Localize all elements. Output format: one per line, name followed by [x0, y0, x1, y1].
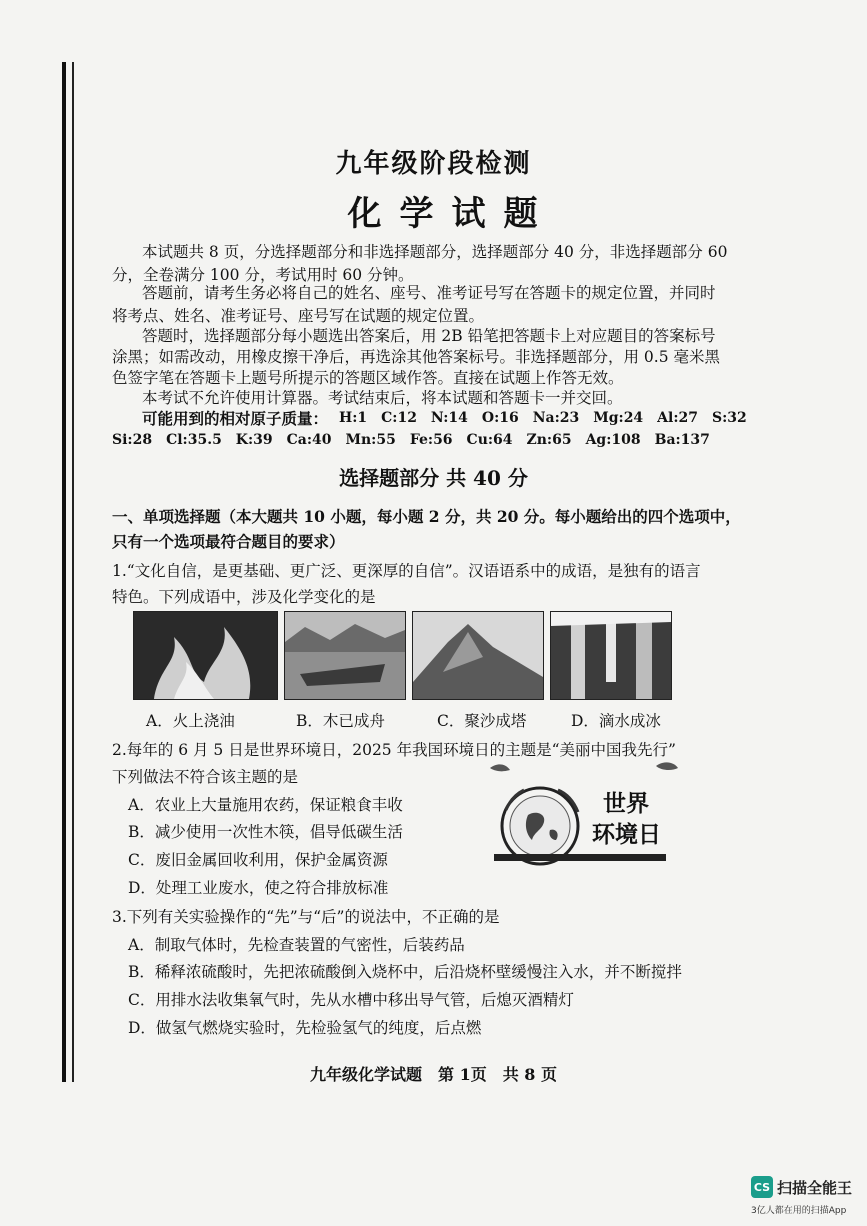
question-stem: 1.“文化自信，是更基础、更广泛、更深厚的自信”。汉语语系中的成语，是独有的语言: [112, 562, 701, 580]
instruction-line: 本考试不允许使用计算器。考试结束后，将本试题和答题卡一并交回。: [142, 389, 623, 407]
option-b: B．木已成舟: [296, 712, 385, 730]
instruction-line: 将考点、姓名、准考证号、座号写在试题的规定位置。: [112, 307, 485, 325]
option-d: D．做氢气燃烧实验时，先检验氢气的纯度，后点燃: [128, 1019, 482, 1037]
atomic-mass-label: 可能用到的相对原子质量：: [142, 409, 329, 428]
option-d: D．处理工业废水，使之符合排放标准: [128, 879, 389, 897]
fire-photo: [133, 611, 278, 700]
page-footer: 九年级化学试题 第 1页 共 8 页: [310, 1065, 557, 1084]
icicle-photo: [550, 611, 672, 700]
scanner-app-name: 扫描全能王: [777, 1179, 853, 1197]
option-a: A．农业上大量施用农药，保证粮食丰收: [128, 796, 403, 814]
question-stem: 特色。下列成语中，涉及化学变化的是: [112, 588, 376, 606]
atomic-mass-line: H:1 C:12 N:14 O:16 Na:23 Mg:24 Al:27 S:32: [339, 410, 747, 426]
instruction-line: 答题时，选择题部分每小题选出答案后，用 2B 铅笔把答题卡上对应题目的答案标号: [142, 327, 716, 345]
option-b: B．减少使用一次性木筷，倡导低碳生活: [128, 823, 403, 841]
instruction-line: 涂黑；如需改动，用橡皮擦干净后，再选涂其他答案标号。非选择题部分，用 0.5 毫米黑: [112, 348, 721, 366]
atomic-mass-line: Si:28 Cl:35.5 K:39 Ca:40 Mn:55 Fe:56 Cu:64 Zn:65 Ag:108 Ba:137: [112, 432, 710, 448]
section-title: 选择题部分 共 40 分: [339, 466, 528, 490]
part-heading: 一、单项选择题（本大题共 10 小题，每小题 2 分，共 20 分。每小题给出的四个选项中，: [112, 507, 741, 526]
option-b: B．稀释浓硫酸时，先把浓硫酸倒入烧杯中，后沿烧杯壁缓慢注入水，并不断搅拌: [128, 963, 682, 981]
instruction-line: 本试题共 8 页，分选择题部分和非选择题部分，选择题部分 40 分，非选择题部分 60: [142, 243, 728, 261]
instruction-line: 色签字笔在答题卡上题号所提示的答题区域作答。直接在试题上作答无效。: [112, 369, 624, 387]
option-c: C．用排水法收集氧气时，先从水槽中移出导气管，后熄灭酒精灯: [128, 991, 574, 1009]
option-a: A．火上浇油: [146, 712, 235, 730]
logo-text: 世界: [603, 791, 649, 817]
option-c: C．废旧金属回收利用，保护金属资源: [128, 851, 388, 869]
question-stem: 下列做法不符合该主题的是: [112, 768, 299, 786]
logo-text: 环境日: [592, 822, 661, 848]
world-environment-day-logo: [488, 760, 688, 880]
scanner-tagline: 3亿人都在用的扫描App: [751, 1206, 847, 1216]
option-d: D．滴水成冰: [571, 712, 661, 730]
scanner-logo-icon: CS: [751, 1176, 773, 1198]
instruction-line: 分，全卷满分 100 分，考试用时 60 分钟。: [112, 266, 414, 284]
question-stem: 3.下列有关实验操作的“先”与“后”的说法中，不正确的是: [112, 908, 500, 926]
part-heading: 只有一个选项最符合题目的要求）: [112, 532, 345, 551]
instruction-line: 答题前，请考生务必将自己的姓名、座号、准考证号写在答题卡的规定位置，并同时: [142, 284, 716, 302]
boat-photo: [284, 611, 406, 700]
exam-title: 九年级阶段检测: [335, 149, 532, 179]
sand-tower-photo: [412, 611, 544, 700]
subject-title: 化学试题: [347, 194, 556, 234]
question-stem: 2.每年的 6 月 5 日是世界环境日，2025 年我国环境日的主题是“美丽中国我先行”: [112, 741, 676, 759]
option-a: A．制取气体时，先检查装置的气密性，后装药品: [128, 936, 465, 954]
option-c: C．聚沙成塔: [437, 712, 527, 730]
